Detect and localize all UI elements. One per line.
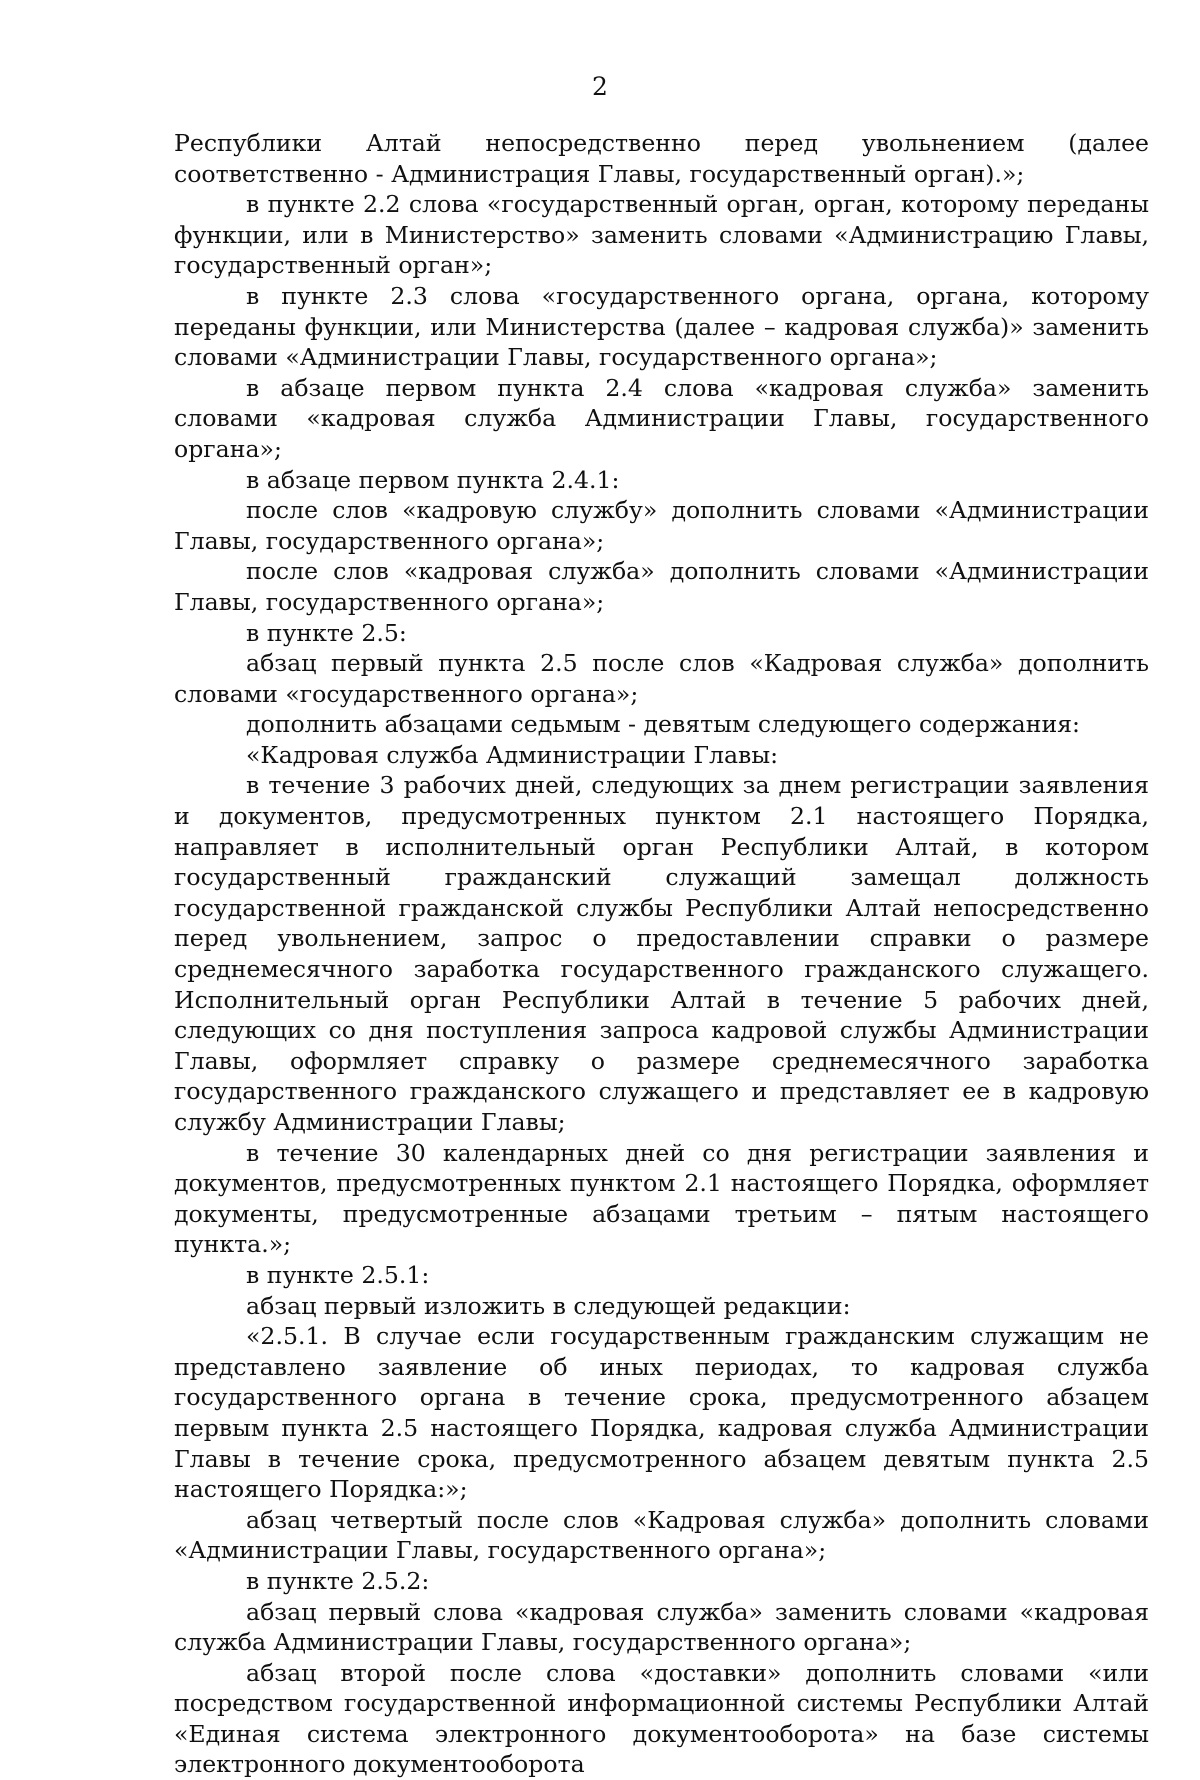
paragraph: в пункте 2.5.1: xyxy=(246,1260,430,1289)
paragraph: абзац первый пункта 2.5 после слов «Кадровая служба» дополнить словами «государственного органа»; xyxy=(174,649,1149,708)
paragraph: дополнить абзацами седьмым - девятым следующего содержания: xyxy=(246,710,1081,739)
paragraph: в пункте 2.5: xyxy=(246,618,407,647)
document-body xyxy=(174,128,1149,1780)
paragraph: после слов «кадровую службу» дополнить словами «Администрации Главы, государственного органа»; xyxy=(174,496,1149,555)
paragraph: абзац первый слова «кадровая служба» заменить словами «кадровая служба Администрации Главы, государственного органа»; xyxy=(174,1597,1149,1657)
paragraph: в абзаце первом пункта 2.4.1: xyxy=(246,465,620,494)
paragraph-continuation: Республики Алтай непосредственно перед увольнением (далее соответственно - Администрация Главы, государственный орган).»; xyxy=(174,129,1149,188)
page-number: 2 xyxy=(592,72,608,101)
paragraph: в пункте 2.5.2: xyxy=(246,1566,430,1595)
paragraph: «Кадровая служба Администрации Главы: xyxy=(246,740,779,769)
paragraph: в пункте 2.2 слова «государственный орган, орган, которому переданы функции, или в Министерство» заменить словами «Администрацию Главы, государственный орган»; xyxy=(174,190,1149,280)
paragraph: после слов «кадровая служба» дополнить словами «Администрации Главы, государственного органа»; xyxy=(174,557,1149,616)
paragraph: абзац второй после слова «доставки» дополнить словами «или посредством государственной информационной системы Республики Алтай «Единая система электронного документооборота» на базе системы электронного документооборота xyxy=(174,1658,1149,1779)
paragraph: абзац первый изложить в следующей редакции: xyxy=(246,1291,851,1320)
paragraph: в течение 3 рабочих дней, следующих за днем регистрации заявления и документов, предусмотренных пунктом 2.1 настоящего Порядка, направляет в исполнительный орган Республики Алтай, в котором государственный гражданский служащий замещал должность государственной гражданской службы Республики Алтай непосредственно перед увольнением, запрос о предоставлении справки о размере среднемесячного заработка государственного гражданского служащего. Исполнительный орган Республики Алтай в течение 5 рабочих дней, следующих со дня поступления запроса кадровой службы Администрации Главы, оформляет справку о размере среднемесячного заработка государственного гражданского служащего и представляет ее в кадровую службу Администрации Главы; xyxy=(174,771,1149,1136)
paragraph: в течение 30 календарных дней со дня регистрации заявления и документов, предусмотренных пунктом 2.1 настоящего Порядка, оформляет документы, предусмотренные абзацами третьим – пятым настоящего пункта.»; xyxy=(174,1138,1149,1259)
paragraph: в пункте 2.3 слова «государственного органа, органа, которому переданы функции, или Министерства (далее – кадровая служба)» заменить словами «Администрации Главы, государственного органа»; xyxy=(174,281,1149,372)
paragraph: абзац четвертый после слов «Кадровая служба» дополнить словами «Администрации Главы, государственного органа»; xyxy=(174,1505,1149,1565)
paragraph: «2.5.1. В случае если государственным гражданским служащим не представлено заявление об иных периодах, то кадровая служба государственного органа в течение срока, предусмотренного абзацем первым пункта 2.5 настоящего Порядка, кадровая служба Администрации Главы в течение срока, предусмотренного абзацем девятым пункта 2.5 настоящего Порядка:»; xyxy=(174,1322,1149,1504)
paragraph: в абзаце первом пункта 2.4 слова «кадровая служба» заменить словами «кадровая служба Администрации Главы, государственного органа»; xyxy=(174,373,1149,463)
